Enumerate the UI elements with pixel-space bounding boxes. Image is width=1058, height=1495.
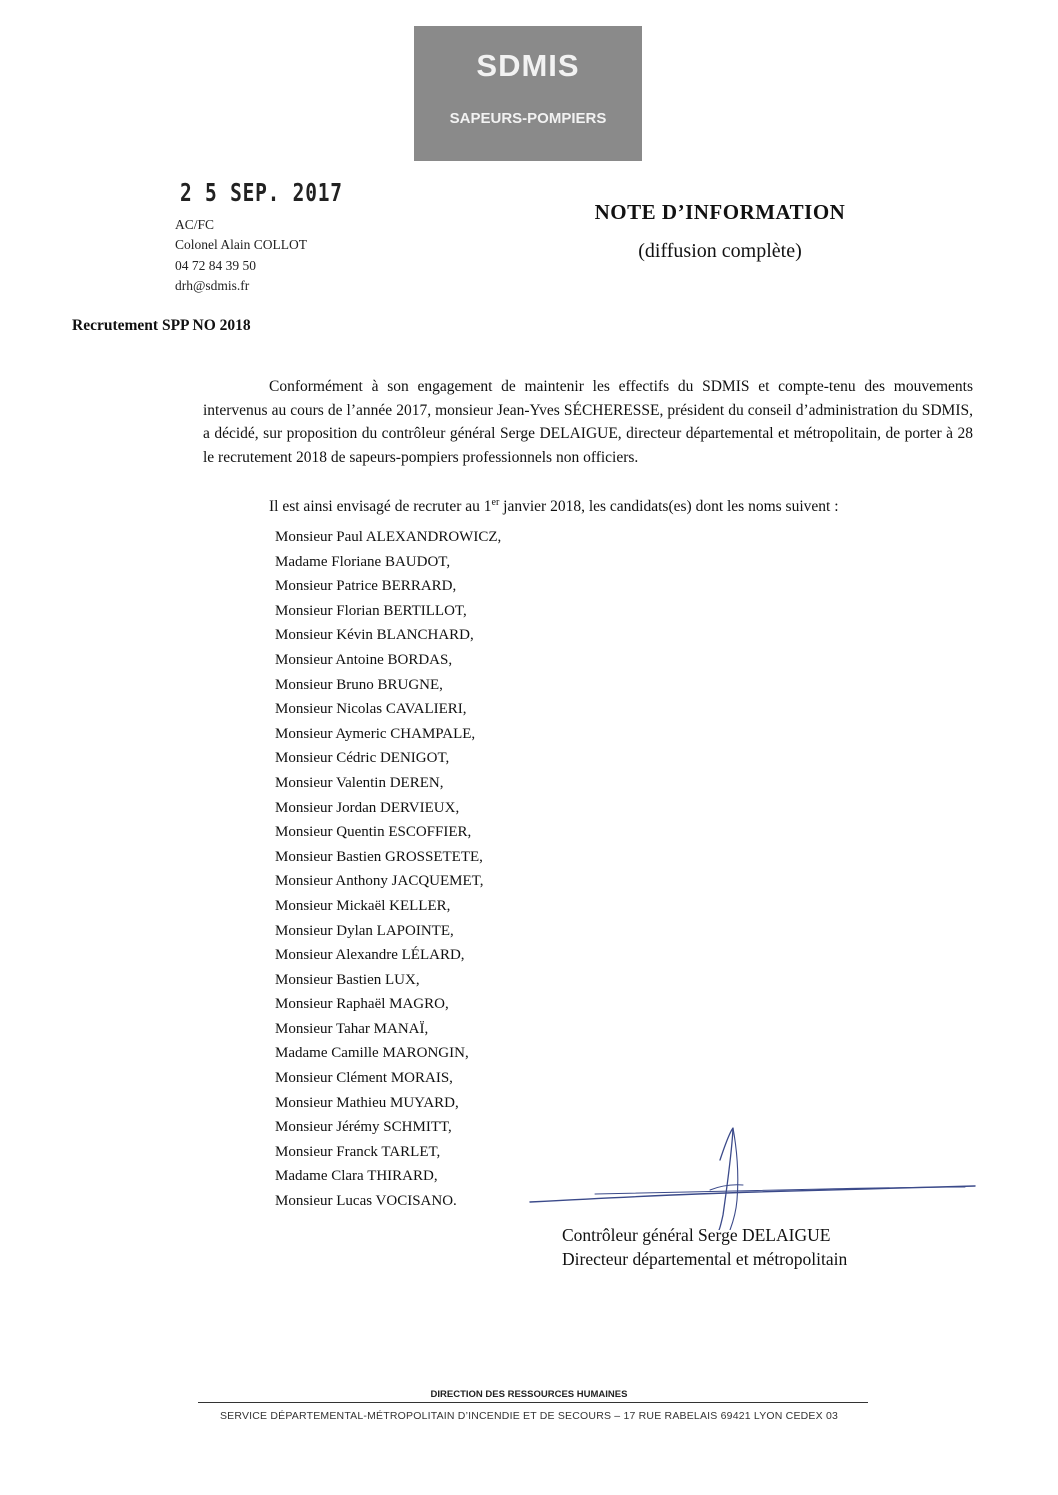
sdmis-logo [414,26,642,161]
intro-superscript: er [491,497,500,508]
candidate-item: Monsieur Tahar MANAÏ, [275,1020,429,1037]
candidate-item: Madame Clara THIRARD, [275,1168,438,1185]
candidate-item: Monsieur Mickaël KELLER, [275,897,451,914]
handwritten-signature [525,1120,980,1230]
signatory-name: Contrôleur général Serge DELAIGUE [562,1225,831,1245]
candidate-item: Madame Floriane BAUDOT, [275,553,451,570]
candidate-item: Monsieur Franck TARLET, [275,1143,441,1160]
logo-title: SDMIS [476,48,580,83]
candidate-item: Monsieur Bastien GROSSETETE, [275,848,483,865]
candidate-item: Monsieur Bastien LUX, [275,971,420,988]
candidate-item: Monsieur Florian BERTILLOT, [275,602,467,619]
note-subtitle: (diffusion complète) [638,240,802,262]
subject-line: Recrutement SPP NO 2018 [72,317,251,334]
candidate-item: Monsieur Dylan LAPOINTE, [275,922,454,939]
candidate-item: Monsieur Kévin BLANCHARD, [275,627,474,644]
candidate-item: Monsieur Valentin DEREN, [275,774,444,791]
candidate-list [275,525,501,1214]
intro-text-end: janvier 2018, les candidats(es) dont les noms suivent : [499,498,839,516]
footer-department: DIRECTION DES RESSOURCES HUMAINES [430,1389,628,1400]
candidates-intro [269,497,839,516]
candidate-item: Monsieur Lucas VOCISANO. [275,1193,457,1210]
candidate-item: Monsieur Patrice BERRARD, [275,578,457,595]
note-title: NOTE D’INFORMATION [594,200,846,224]
candidate-item: Monsieur Clément MORAIS, [275,1070,453,1087]
candidate-item: Madame Camille MARONGIN, [275,1045,469,1062]
candidate-item: Monsieur Bruno BRUGNE, [275,676,443,693]
candidate-item: Monsieur Aymeric CHAMPALE, [275,725,476,742]
candidate-item: Monsieur Alexandre LÉLARD, [275,947,465,964]
footer-address: SERVICE DÉPARTEMENTAL-MÉTROPOLITAIN D’INCENDIE ET DE SECOURS – 17 RUE RABELAIS 69421 LYON CEDEX 03 [219,1410,839,1422]
candidate-item: Monsieur Raphaël MAGRO, [275,996,449,1013]
signatory-title: Directeur départemental et métropolitain [562,1249,848,1269]
candidate-item: Monsieur Anthony JACQUEMET, [275,873,484,890]
candidate-item: Monsieur Cédric DENIGOT, [275,750,450,767]
candidate-item: Monsieur Jérémy SCHMITT, [275,1119,452,1136]
meta-value: drh@sdmis.fr [175,278,250,293]
candidate-item: Monsieur Antoine BORDAS, [275,651,453,668]
candidate-item: Monsieur Paul ALEXANDROWICZ, [275,529,502,545]
intro-text: Il est ainsi envisagé de recruter au 1 [269,498,492,516]
candidate-item: Monsieur Jordan DERVIEUX, [275,799,460,816]
candidate-item: Monsieur Nicolas CAVALIERI, [275,701,467,718]
meta-value: 04 72 84 39 50 [175,257,256,273]
candidate-item: Monsieur Mathieu MUYARD, [275,1094,459,1111]
date-stamp: 2 5 SEP. 2017 [180,178,343,207]
meta-value: Colonel Alain COLLOT [175,237,307,252]
body-paragraph: Conformément à son engagement de maintenir les effectifs du SDMIS et compte-tenu des mouvements intervenus au cours de l’année 2017, monsieur Jean-Yves SÉCHERESSE, président du conseil d’administration du SDMIS, a décidé, sur proposition du contrôleur général Serge DELAIGUE, directeur départemental et métropolitain, de porter à 28 le recrutement 2018 de sapeurs-pompiers professionnels non officiers. [203,378,973,466]
meta-value: AC/FC [175,216,215,232]
candidate-item: Monsieur Quentin ESCOFFIER, [275,824,472,841]
logo-subtitle: SAPEURS-POMPIERS [449,110,607,127]
footer-divider [198,1402,868,1403]
